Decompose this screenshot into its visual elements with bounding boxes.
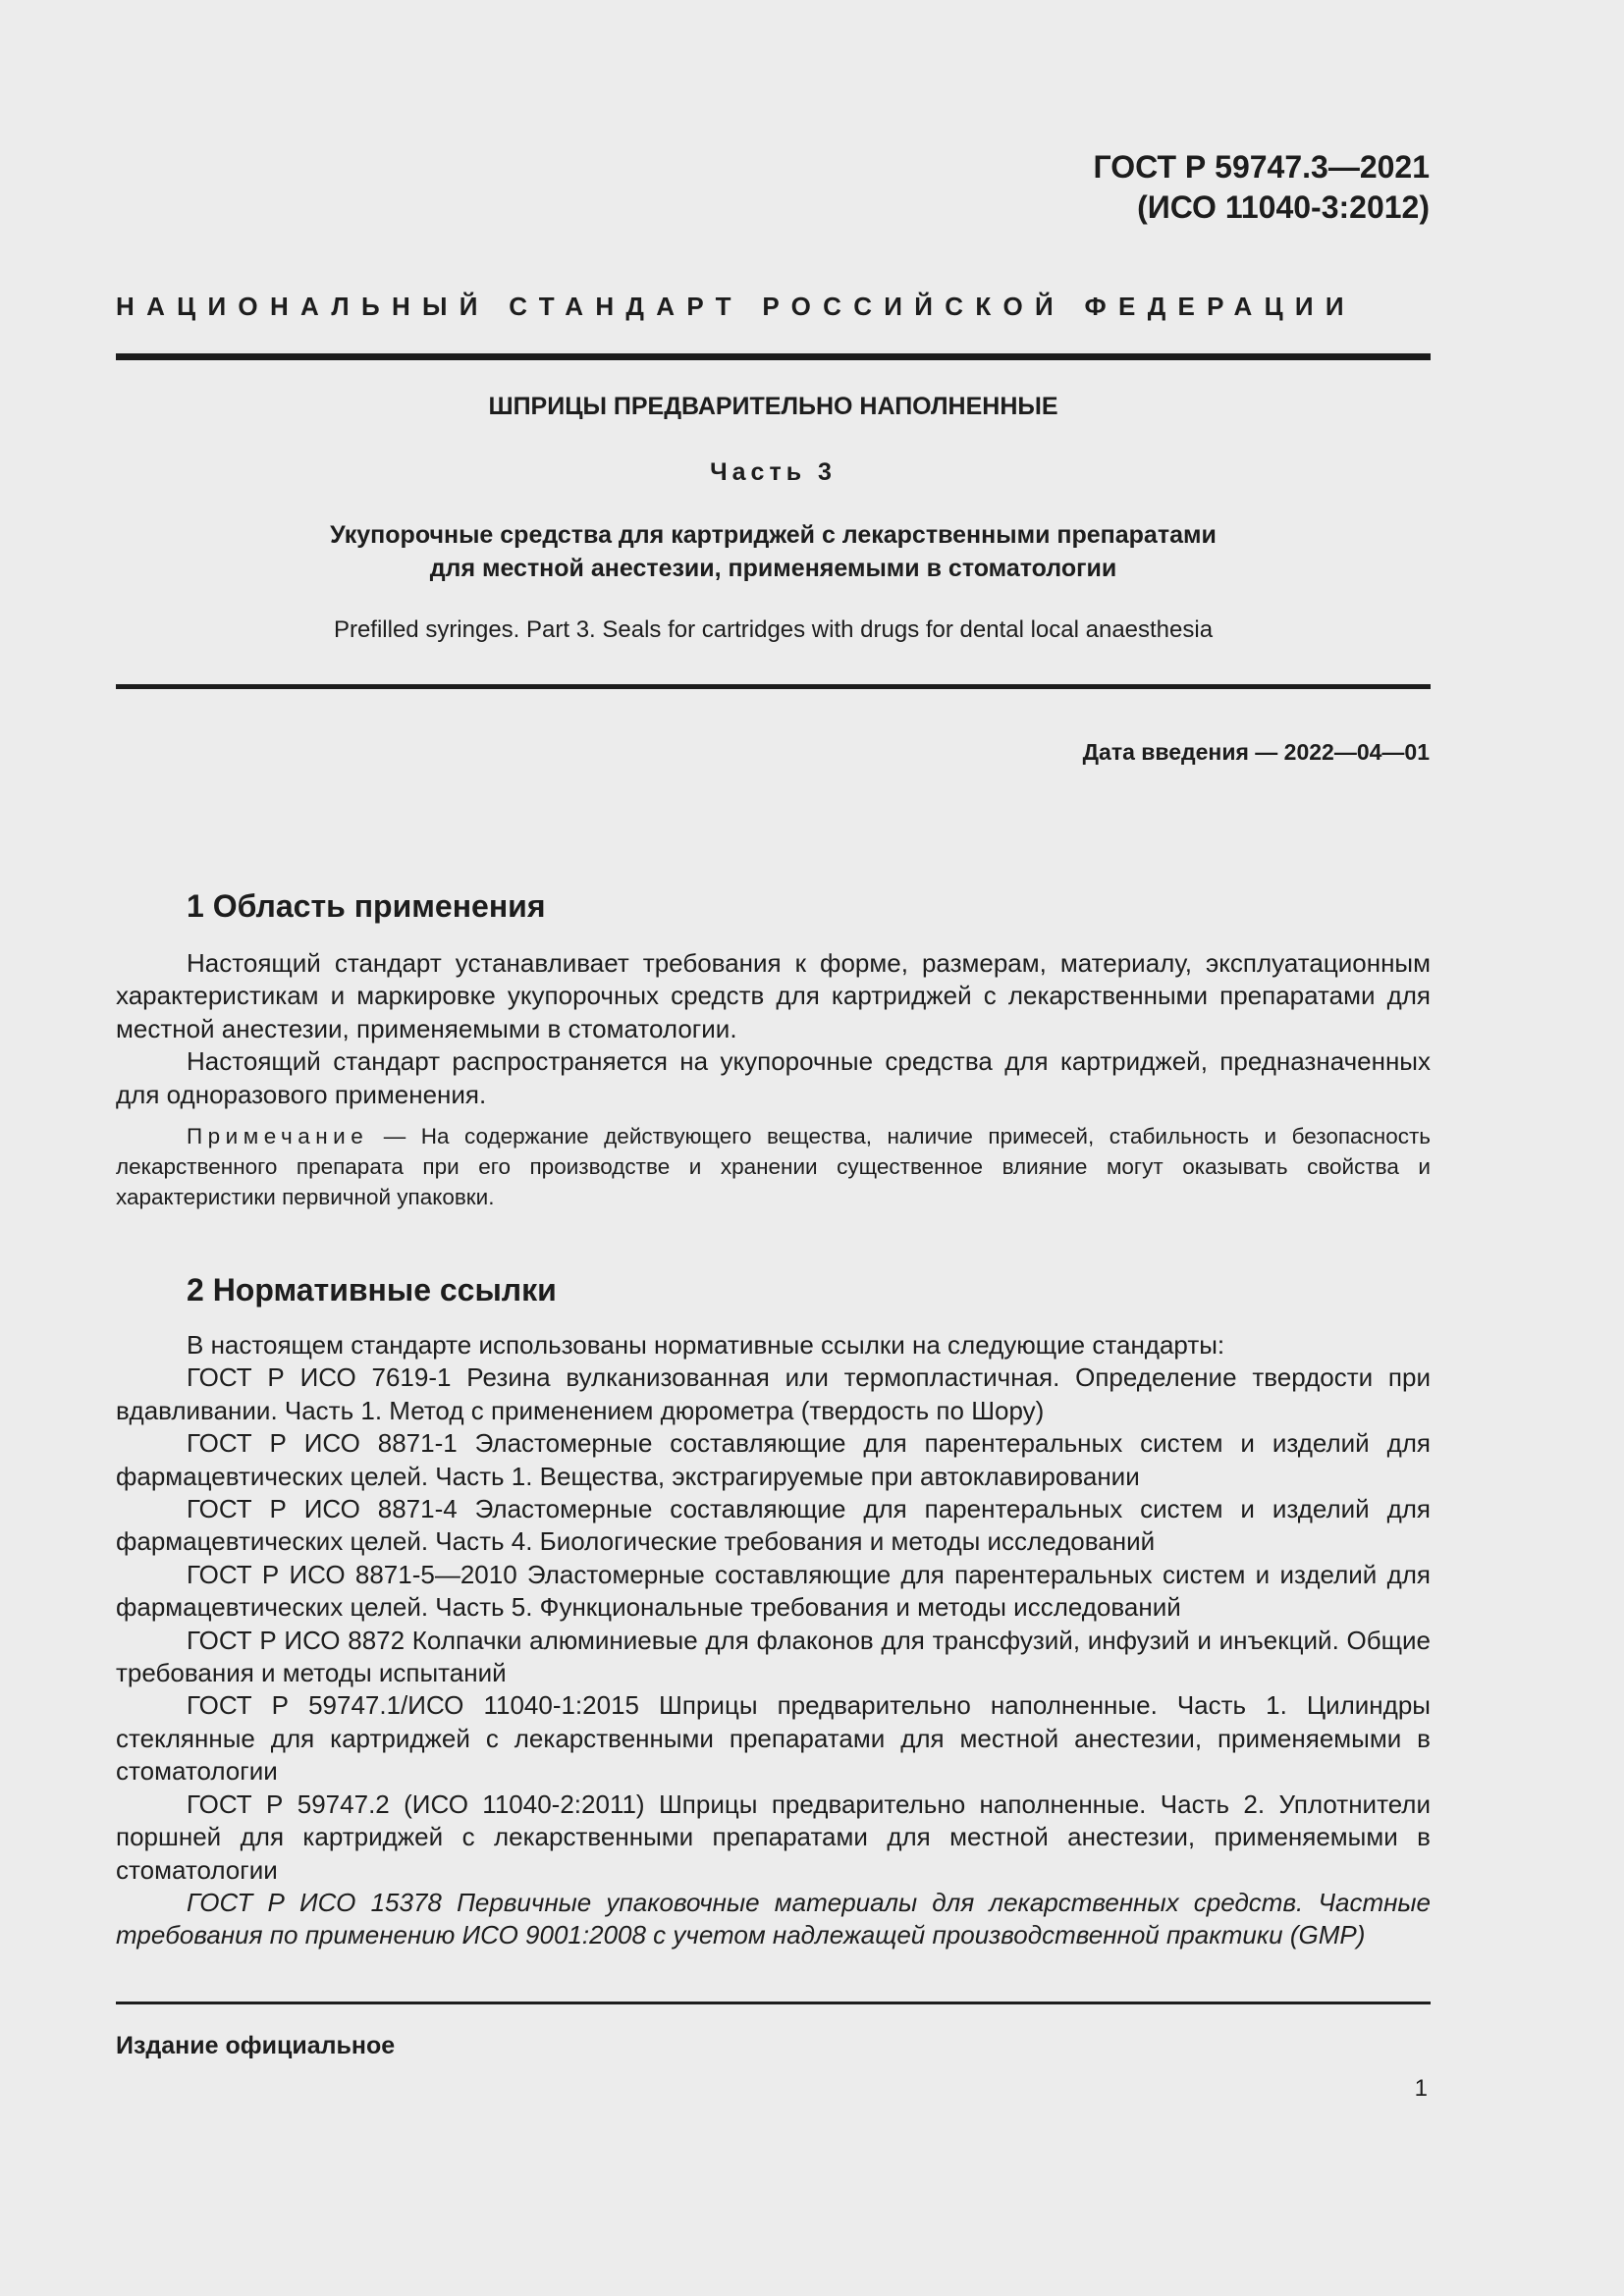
page-number: 1: [1414, 2075, 1428, 2102]
reference-item: ГОСТ Р 59747.2 (ИСО 11040-2:2011) Шприцы предварительно наполненные. Часть 2. Уплотнители поршней для картриджей с лекарственными препаратами для местной анестезии, применяемыми в стоматологии: [116, 1789, 1431, 1885]
reference-item-italic: ГОСТ Р ИСО 15378 Первичные упаковочные материалы для лекарственных средств. Частные требования по применению ИСО 9001:2008 с учетом надлежащей производственной практики (GMP): [116, 1887, 1431, 1950]
national-standard-heading: НАЦИОНАЛЬНЫЙ СТАНДАРТ РОССИЙСКОЙ ФЕДЕРАЦИИ: [116, 292, 1356, 321]
reference-item: ГОСТ Р ИСО 8871-5—2010 Эластомерные составляющие для парентеральных систем и изделий для фармацевтических целей. Часть 5. Функциональные требования и методы исследований: [116, 1559, 1431, 1623]
document-title: ШПРИЦЫ ПРЕДВАРИТЕЛЬНО НАПОЛНЕННЫЕ: [488, 393, 1058, 420]
section-title: 1 Область применения: [187, 888, 546, 924]
reference-item: ГОСТ Р 59747.1/ИСО 11040-1:2015 Шприцы предварительно наполненные. Часть 1. Цилиндры стеклянные для картриджей с лекарственными препаратами для местной анестезии, применяемыми в стоматологии: [116, 1690, 1431, 1787]
reference-item: ГОСТ Р ИСО 7619-1 Резина вулканизованная или термопластичная. Определение твердости при вдавливании. Часть 1. Метод с применением дюрометра (твердость по Шору): [116, 1362, 1431, 1425]
top-rule: [116, 353, 1431, 360]
introduction-date: Дата введения — 2022—04—01: [1082, 739, 1430, 765]
note-text: — На содержание действующего вещества, наличие примесей, стабильность и безопасность лекарственного препарата при его производстве и хранении существенное влияние могут оказывать свойства и характеристики первичной упаковки.: [116, 1124, 1431, 1210]
paragraph: Настоящий стандарт распространяется на укупорочные средства для картриджей, предназначенных для одноразового применения.: [116, 1046, 1431, 1109]
reference-item: ГОСТ Р ИСО 8871-4 Эластомерные составляющие для парентеральных систем и изделий для фармацевтических целей. Часть 4. Биологические требования и методы исследований: [116, 1494, 1431, 1557]
reference-item: ГОСТ Р ИСО 8872 Колпачки алюминиевые для флаконов для трансфузий, инфузий и инъекций. Общие требования и методы испытаний: [116, 1625, 1431, 1688]
standard-code: [1094, 147, 1430, 228]
note-label: Примечание: [187, 1124, 369, 1149]
english-title: Prefilled syringes. Part 3. Seals for cartridges with drugs for dental local anaesthesia: [333, 616, 1214, 643]
footer-rule: [116, 2002, 1431, 2004]
section-scope: [116, 886, 1431, 1212]
note: [116, 1121, 1431, 1212]
standard-code-line1: ГОСТ Р 59747.3—2021: [1093, 149, 1430, 185]
subtitle-line2: для местной анестезии, применяемыми в стоматологии: [429, 555, 1117, 582]
document-subtitle: [116, 518, 1431, 585]
section-references: [116, 1270, 1431, 1952]
reference-item: ГОСТ Р ИСО 8871-1 Эластомерные составляющие для парентеральных систем и изделий для фармацевтических целей. Часть 1. Вещества, экстрагируемые при автоклавировании: [116, 1428, 1431, 1491]
title-bottom-rule: [116, 684, 1431, 689]
official-edition-label: Издание официальное: [116, 2032, 396, 2059]
part-number: Часть 3: [710, 458, 837, 486]
paragraph: В настоящем стандарте использованы нормативные ссылки на следующие стандарты:: [187, 1330, 1225, 1360]
paragraph: Настоящий стандарт устанавливает требования к форме, размерам, материалу, эксплуатационным характеристикам и маркировке укупорочных средств для картриджей с лекарственными препаратами для местной анестезии, применяемыми в стоматологии.: [116, 948, 1431, 1043]
subtitle-line1: Укупорочные средства для картриджей с лекарственными препаратами: [330, 521, 1217, 549]
standard-code-line2: (ИСО 11040-3:2012): [1137, 189, 1430, 225]
section-title: 2 Нормативные ссылки: [187, 1272, 557, 1308]
